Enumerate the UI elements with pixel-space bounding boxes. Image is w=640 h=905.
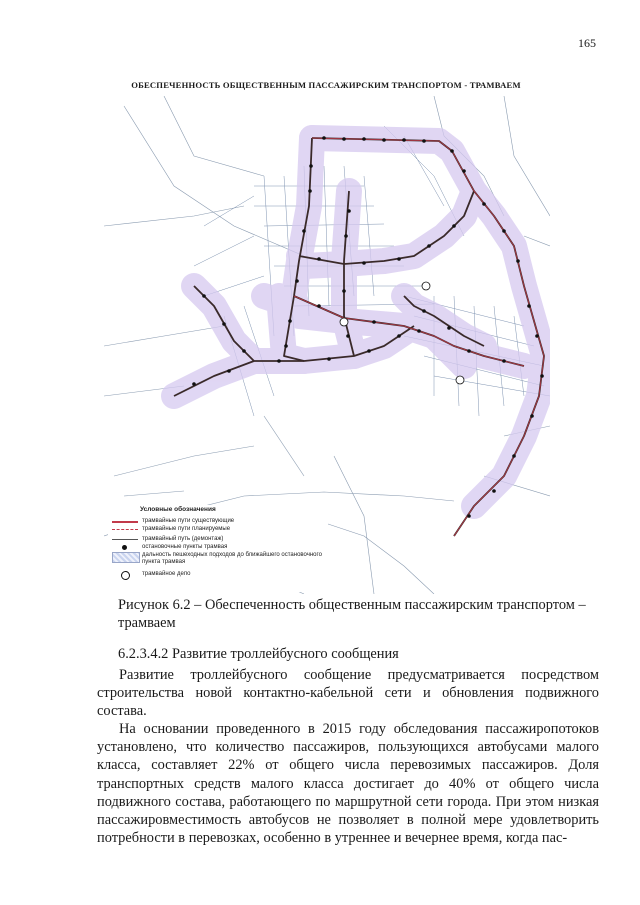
- red-solid-line-icon: [112, 518, 138, 526]
- paragraph: На основании проведенного в 2015 году обследования пассажиропотоков установлено, что количество пассажиров, пользующихся автобусами малого класса, составляет 22% от общего числа перевозимых пассажиров. Доля транспортных средств малого класса достигает до 40% от общего числа подвижного состава, работающего по маршрутной сети города. При этом низкая пассажировместимость автобусов не позволяет в полной мере удовлетворить потребности в перевозках, особенно в утреннее и вечернее время, когда пас-: [97, 721, 599, 847]
- legend-label: трамвайное депо: [142, 571, 191, 577]
- legend-item-existing: [112, 518, 322, 526]
- page-number: 165: [578, 36, 596, 50]
- legend-label: дальность пешеходных подходов до ближайшего остановочного пункта трамвая: [142, 552, 322, 565]
- tram-buffer-zones: [174, 138, 544, 506]
- thin-line-icon: [112, 536, 138, 544]
- paragraph: Развитие троллейбусного сообщение предусматривается посредством строительства новой контактно-кабельной сети и обновления подвижного состава.: [97, 667, 599, 720]
- map-legend: [108, 505, 328, 592]
- tram-depot-icon: [112, 571, 138, 579]
- blue-hatched-zone-icon: [112, 552, 138, 560]
- legend-item-buffer: [112, 552, 322, 565]
- legend-item-depot: [112, 571, 322, 579]
- legend-label: трамвайные пути существующие: [142, 518, 235, 524]
- legend-title: Условные обозначения: [140, 506, 216, 513]
- black-dot-icon: [112, 544, 138, 552]
- tram-coverage-map: [104, 96, 550, 594]
- legend-label: трамвайный путь (демонтаж): [142, 536, 224, 542]
- red-dashed-line-icon: [112, 526, 138, 534]
- legend-item-dismantled: [112, 536, 322, 544]
- section-heading: 6.2.3.4.2 Развитие троллейбусного сообщения: [118, 646, 399, 662]
- map-title: ОБЕСПЕЧЕННОСТЬ ОБЩЕСТВЕННЫМ ПАССАЖИРСКИМ ТРАНСПОРТОМ - ТРАМВАЕМ: [131, 80, 521, 90]
- legend-label: трамвайные пути планируемые: [142, 526, 231, 532]
- figure-caption: Рисунок 6.2 – Обеспеченность общественным пассажирским транспортом – трамваем: [118, 597, 586, 631]
- legend-item-stops: [112, 544, 322, 552]
- legend-label: остановочные пункты трамвая: [142, 544, 228, 550]
- legend-item-planned: [112, 526, 322, 534]
